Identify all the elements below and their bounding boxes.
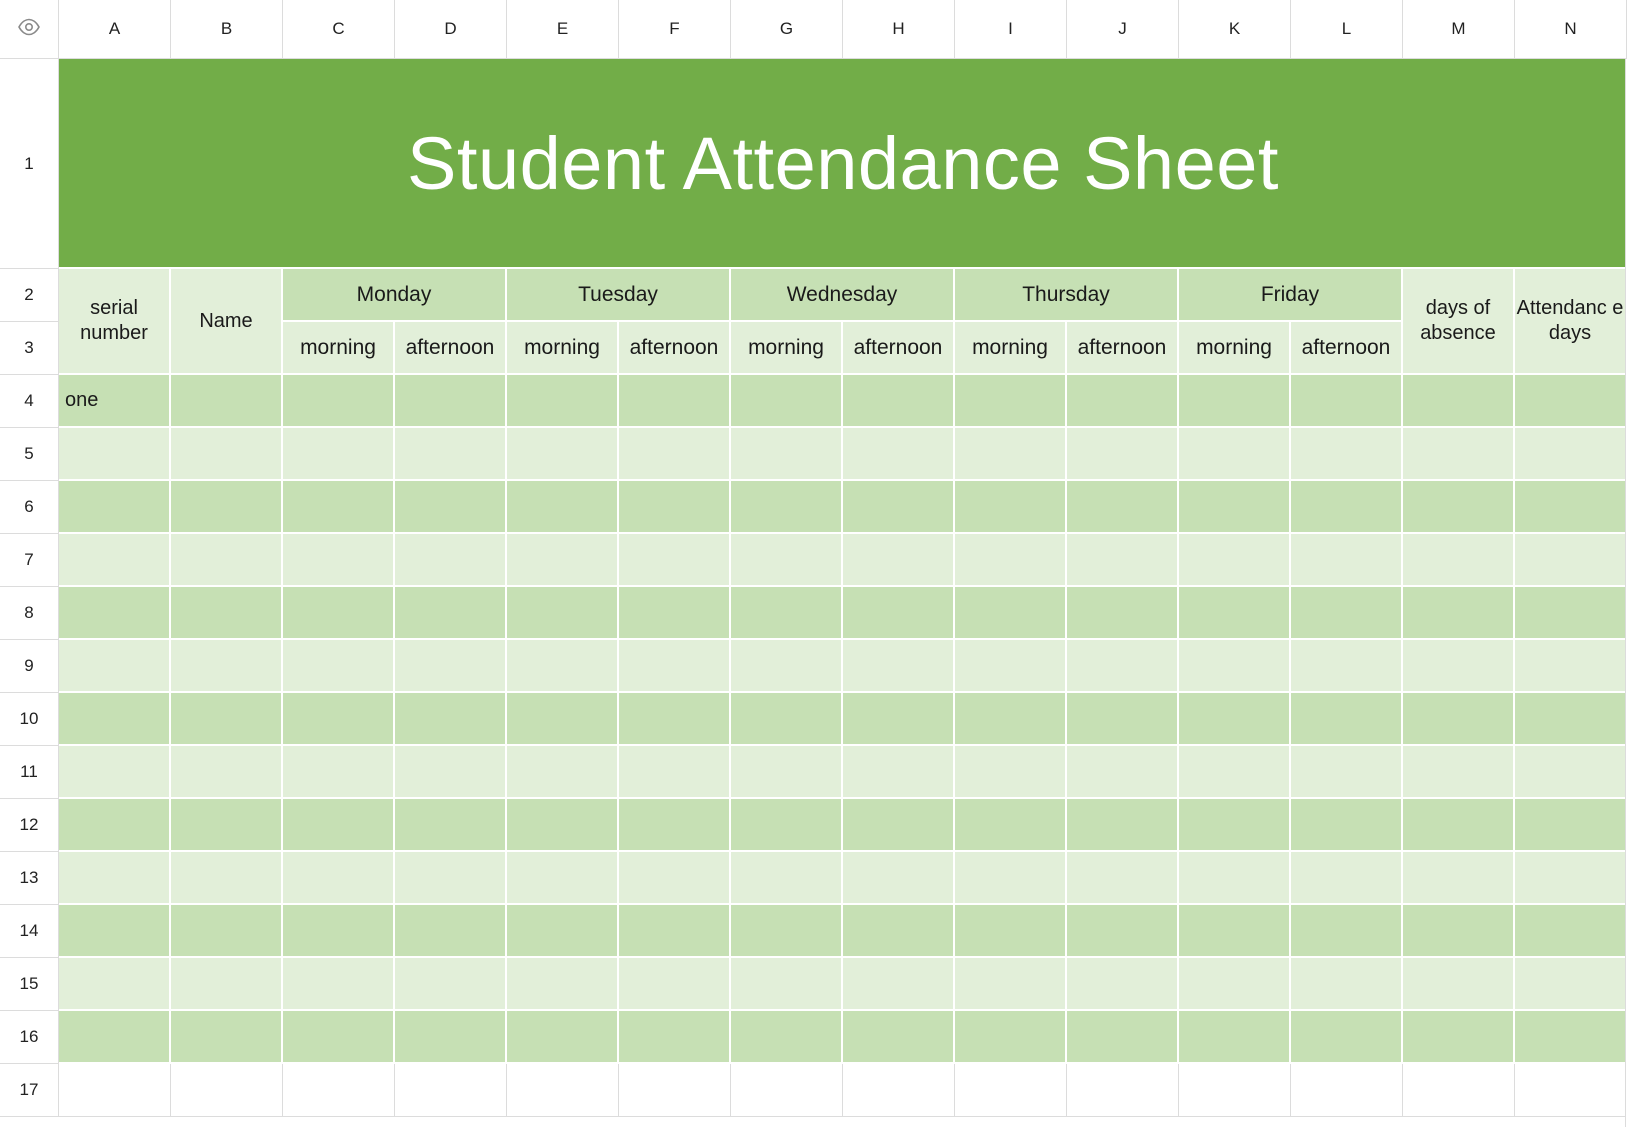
data-cell-D14[interactable] [395, 905, 507, 958]
data-cell-F17[interactable] [619, 1064, 731, 1117]
data-cell-I13[interactable] [955, 852, 1067, 905]
data-cell-L13[interactable] [1291, 852, 1403, 905]
data-cell-C8[interactable] [283, 587, 395, 640]
header-day-monday[interactable]: Monday [283, 269, 507, 322]
data-cell-J5[interactable] [1067, 428, 1179, 481]
column-header-J[interactable]: J [1067, 0, 1179, 59]
header-morning[interactable]: morning [283, 322, 395, 375]
data-cell-K10[interactable] [1179, 693, 1291, 746]
column-header-E[interactable]: E [507, 0, 619, 59]
data-cell-L11[interactable] [1291, 746, 1403, 799]
data-cell-J11[interactable] [1067, 746, 1179, 799]
data-cell-G4[interactable] [731, 375, 843, 428]
data-cell-N5[interactable] [1515, 428, 1627, 481]
column-header-N[interactable]: N [1515, 0, 1627, 59]
data-cell-H7[interactable] [843, 534, 955, 587]
data-cell-I16[interactable] [955, 1011, 1067, 1064]
data-cell-I10[interactable] [955, 693, 1067, 746]
row-header-16[interactable]: 16 [0, 1011, 59, 1064]
data-cell-L6[interactable] [1291, 481, 1403, 534]
data-cell-E11[interactable] [507, 746, 619, 799]
data-cell-F14[interactable] [619, 905, 731, 958]
data-cell-H14[interactable] [843, 905, 955, 958]
data-cell-K14[interactable] [1179, 905, 1291, 958]
column-header-C[interactable]: C [283, 0, 395, 59]
data-cell-M11[interactable] [1403, 746, 1515, 799]
row-header-12[interactable]: 12 [0, 799, 59, 852]
data-cell-D17[interactable] [395, 1064, 507, 1117]
row-header-9[interactable]: 9 [0, 640, 59, 693]
data-cell-D9[interactable] [395, 640, 507, 693]
data-cell-J8[interactable] [1067, 587, 1179, 640]
data-cell-M15[interactable] [1403, 958, 1515, 1011]
data-cell-N14[interactable] [1515, 905, 1627, 958]
data-cell-H17[interactable] [843, 1064, 955, 1117]
data-cell-N15[interactable] [1515, 958, 1627, 1011]
data-cell-M9[interactable] [1403, 640, 1515, 693]
data-cell-F5[interactable] [619, 428, 731, 481]
data-cell-D16[interactable] [395, 1011, 507, 1064]
data-cell-N10[interactable] [1515, 693, 1627, 746]
data-cell-A5[interactable] [59, 428, 171, 481]
data-cell-I8[interactable] [955, 587, 1067, 640]
header-morning[interactable]: morning [955, 322, 1067, 375]
header-attendance-days[interactable]: Attendanc e days [1515, 269, 1627, 375]
data-cell-A16[interactable] [59, 1011, 171, 1064]
data-cell-E7[interactable] [507, 534, 619, 587]
data-cell-B12[interactable] [171, 799, 283, 852]
data-cell-C16[interactable] [283, 1011, 395, 1064]
data-cell-H6[interactable] [843, 481, 955, 534]
data-cell-L7[interactable] [1291, 534, 1403, 587]
data-cell-B14[interactable] [171, 905, 283, 958]
data-cell-E14[interactable] [507, 905, 619, 958]
data-cell-K6[interactable] [1179, 481, 1291, 534]
data-cell-N13[interactable] [1515, 852, 1627, 905]
data-cell-C11[interactable] [283, 746, 395, 799]
column-header-L[interactable]: L [1291, 0, 1403, 59]
data-cell-J14[interactable] [1067, 905, 1179, 958]
data-cell-I4[interactable] [955, 375, 1067, 428]
data-cell-L10[interactable] [1291, 693, 1403, 746]
data-cell-M17[interactable] [1403, 1064, 1515, 1117]
row-header-1[interactable]: 1 [0, 59, 59, 269]
data-cell-N9[interactable] [1515, 640, 1627, 693]
row-header-4[interactable]: 4 [0, 375, 59, 428]
data-cell-C14[interactable] [283, 905, 395, 958]
sheet-right-edge [1625, 59, 1640, 1127]
data-cell-G7[interactable] [731, 534, 843, 587]
eye-icon[interactable] [17, 15, 41, 44]
data-cell-J15[interactable] [1067, 958, 1179, 1011]
row-header-7[interactable]: 7 [0, 534, 59, 587]
data-cell-L12[interactable] [1291, 799, 1403, 852]
data-cell-M12[interactable] [1403, 799, 1515, 852]
data-cell-E4[interactable] [507, 375, 619, 428]
header-name[interactable]: Name [171, 269, 283, 375]
column-header-B[interactable]: B [171, 0, 283, 59]
data-cell-M6[interactable] [1403, 481, 1515, 534]
data-cell-F6[interactable] [619, 481, 731, 534]
data-cell-G16[interactable] [731, 1011, 843, 1064]
data-cell-F10[interactable] [619, 693, 731, 746]
data-cell-J13[interactable] [1067, 852, 1179, 905]
data-cell-J17[interactable] [1067, 1064, 1179, 1117]
data-cell-H5[interactable] [843, 428, 955, 481]
data-cell-J12[interactable] [1067, 799, 1179, 852]
data-cell-N6[interactable] [1515, 481, 1627, 534]
data-cell-F4[interactable] [619, 375, 731, 428]
data-cell-G12[interactable] [731, 799, 843, 852]
column-header-F[interactable]: F [619, 0, 731, 59]
data-cell-G9[interactable] [731, 640, 843, 693]
data-cell-A11[interactable] [59, 746, 171, 799]
data-cell-C9[interactable] [283, 640, 395, 693]
data-cell-I11[interactable] [955, 746, 1067, 799]
data-cell-L17[interactable] [1291, 1064, 1403, 1117]
data-cell-B15[interactable] [171, 958, 283, 1011]
data-cell-L9[interactable] [1291, 640, 1403, 693]
data-cell-B5[interactable] [171, 428, 283, 481]
data-cell-I7[interactable] [955, 534, 1067, 587]
data-cell-M14[interactable] [1403, 905, 1515, 958]
data-cell-L15[interactable] [1291, 958, 1403, 1011]
data-cell-K4[interactable] [1179, 375, 1291, 428]
data-cell-F11[interactable] [619, 746, 731, 799]
data-cell-A6[interactable] [59, 481, 171, 534]
data-cell-C13[interactable] [283, 852, 395, 905]
data-cell-L14[interactable] [1291, 905, 1403, 958]
row-header-14[interactable]: 14 [0, 905, 59, 958]
data-cell-K13[interactable] [1179, 852, 1291, 905]
data-cell-D15[interactable] [395, 958, 507, 1011]
data-cell-L4[interactable] [1291, 375, 1403, 428]
data-cell-B6[interactable] [171, 481, 283, 534]
data-cell-I5[interactable] [955, 428, 1067, 481]
data-cell-E9[interactable] [507, 640, 619, 693]
data-cell-G8[interactable] [731, 587, 843, 640]
data-cell-A8[interactable] [59, 587, 171, 640]
data-cell-G17[interactable] [731, 1064, 843, 1117]
data-cell-A12[interactable] [59, 799, 171, 852]
header-afternoon[interactable]: afternoon [619, 322, 731, 375]
data-cell-B7[interactable] [171, 534, 283, 587]
data-cell-N7[interactable] [1515, 534, 1627, 587]
header-day-thursday[interactable]: Thursday [955, 269, 1179, 322]
header-day-tuesday[interactable]: Tuesday [507, 269, 731, 322]
data-cell-L16[interactable] [1291, 1011, 1403, 1064]
data-cell-E16[interactable] [507, 1011, 619, 1064]
column-header-D[interactable]: D [395, 0, 507, 59]
data-cell-D8[interactable] [395, 587, 507, 640]
data-cell-E15[interactable] [507, 958, 619, 1011]
data-cell-J6[interactable] [1067, 481, 1179, 534]
row-header-3[interactable]: 3 [0, 322, 59, 375]
data-cell-K16[interactable] [1179, 1011, 1291, 1064]
data-cell-G5[interactable] [731, 428, 843, 481]
data-cell-I6[interactable] [955, 481, 1067, 534]
row-header-8[interactable]: 8 [0, 587, 59, 640]
data-cell-D4[interactable] [395, 375, 507, 428]
data-cell-J16[interactable] [1067, 1011, 1179, 1064]
header-days-of-absence[interactable]: days of absence [1403, 269, 1515, 375]
data-cell-A10[interactable] [59, 693, 171, 746]
row-header-6[interactable]: 6 [0, 481, 59, 534]
data-cell-B4[interactable] [171, 375, 283, 428]
header-morning[interactable]: morning [507, 322, 619, 375]
data-cell-D13[interactable] [395, 852, 507, 905]
data-cell-F7[interactable] [619, 534, 731, 587]
data-cell-H10[interactable] [843, 693, 955, 746]
data-cell-B10[interactable] [171, 693, 283, 746]
data-cell-B13[interactable] [171, 852, 283, 905]
data-cell-E6[interactable] [507, 481, 619, 534]
data-cell-M13[interactable] [1403, 852, 1515, 905]
data-cell-E12[interactable] [507, 799, 619, 852]
data-cell-H15[interactable] [843, 958, 955, 1011]
header-day-friday[interactable]: Friday [1179, 269, 1403, 322]
data-cell-C7[interactable] [283, 534, 395, 587]
data-cell-C12[interactable] [283, 799, 395, 852]
data-cell-H13[interactable] [843, 852, 955, 905]
data-cell-A17[interactable] [59, 1064, 171, 1117]
data-cell-B8[interactable] [171, 587, 283, 640]
header-serial-number[interactable]: serial number [59, 269, 171, 375]
data-cell-C17[interactable] [283, 1064, 395, 1117]
data-cell-E10[interactable] [507, 693, 619, 746]
data-cell-L5[interactable] [1291, 428, 1403, 481]
data-cell-I9[interactable] [955, 640, 1067, 693]
data-cell-M7[interactable] [1403, 534, 1515, 587]
data-cell-G10[interactable] [731, 693, 843, 746]
data-cell-G14[interactable] [731, 905, 843, 958]
data-cell-H11[interactable] [843, 746, 955, 799]
data-cell-N17[interactable] [1515, 1064, 1627, 1117]
header-afternoon[interactable]: afternoon [395, 322, 507, 375]
data-cell-C5[interactable] [283, 428, 395, 481]
data-cell-C6[interactable] [283, 481, 395, 534]
data-cell-I15[interactable] [955, 958, 1067, 1011]
data-cell-N8[interactable] [1515, 587, 1627, 640]
data-cell-B11[interactable] [171, 746, 283, 799]
column-header-M[interactable]: M [1403, 0, 1515, 59]
data-cell-G13[interactable] [731, 852, 843, 905]
data-cell-M16[interactable] [1403, 1011, 1515, 1064]
data-cell-K12[interactable] [1179, 799, 1291, 852]
data-cell-A4[interactable]: one [59, 375, 171, 428]
data-cell-D5[interactable] [395, 428, 507, 481]
header-morning[interactable]: morning [1179, 322, 1291, 375]
data-cell-K11[interactable] [1179, 746, 1291, 799]
data-cell-F12[interactable] [619, 799, 731, 852]
data-cell-J9[interactable] [1067, 640, 1179, 693]
data-cell-D12[interactable] [395, 799, 507, 852]
row-header-11[interactable]: 11 [0, 746, 59, 799]
data-cell-K17[interactable] [1179, 1064, 1291, 1117]
data-cell-K5[interactable] [1179, 428, 1291, 481]
data-cell-M10[interactable] [1403, 693, 1515, 746]
data-cell-F8[interactable] [619, 587, 731, 640]
data-cell-A15[interactable] [59, 958, 171, 1011]
data-cell-F15[interactable] [619, 958, 731, 1011]
data-cell-E8[interactable] [507, 587, 619, 640]
data-cell-H8[interactable] [843, 587, 955, 640]
row-header-15[interactable]: 15 [0, 958, 59, 1011]
data-cell-B16[interactable] [171, 1011, 283, 1064]
row-header-5[interactable]: 5 [0, 428, 59, 481]
header-afternoon[interactable]: afternoon [1291, 322, 1403, 375]
header-day-wednesday[interactable]: Wednesday [731, 269, 955, 322]
header-afternoon[interactable]: afternoon [1067, 322, 1179, 375]
data-cell-H12[interactable] [843, 799, 955, 852]
header-morning[interactable]: morning [731, 322, 843, 375]
data-cell-B9[interactable] [171, 640, 283, 693]
data-cell-J10[interactable] [1067, 693, 1179, 746]
data-cell-I17[interactable] [955, 1064, 1067, 1117]
data-cell-F13[interactable] [619, 852, 731, 905]
row-header-10[interactable]: 10 [0, 693, 59, 746]
data-cell-J7[interactable] [1067, 534, 1179, 587]
column-header-G[interactable]: G [731, 0, 843, 59]
data-cell-A9[interactable] [59, 640, 171, 693]
data-cell-A7[interactable] [59, 534, 171, 587]
data-cell-B17[interactable] [171, 1064, 283, 1117]
data-cell-A13[interactable] [59, 852, 171, 905]
data-cell-F9[interactable] [619, 640, 731, 693]
data-cell-D7[interactable] [395, 534, 507, 587]
column-header-H[interactable]: H [843, 0, 955, 59]
data-cell-H4[interactable] [843, 375, 955, 428]
data-cell-N16[interactable] [1515, 1011, 1627, 1064]
data-cell-F16[interactable] [619, 1011, 731, 1064]
data-cell-N4[interactable] [1515, 375, 1627, 428]
data-cell-M8[interactable] [1403, 587, 1515, 640]
data-cell-M4[interactable] [1403, 375, 1515, 428]
data-cell-K8[interactable] [1179, 587, 1291, 640]
data-cell-I14[interactable] [955, 905, 1067, 958]
select-all-corner[interactable] [0, 0, 59, 59]
row-header-2[interactable]: 2 [0, 269, 59, 322]
data-cell-A14[interactable] [59, 905, 171, 958]
data-cell-L8[interactable] [1291, 587, 1403, 640]
data-cell-K9[interactable] [1179, 640, 1291, 693]
data-cell-H16[interactable] [843, 1011, 955, 1064]
data-cell-E5[interactable] [507, 428, 619, 481]
data-cell-J4[interactable] [1067, 375, 1179, 428]
data-cell-C4[interactable] [283, 375, 395, 428]
data-cell-G11[interactable] [731, 746, 843, 799]
data-cell-G15[interactable] [731, 958, 843, 1011]
data-cell-E17[interactable] [507, 1064, 619, 1117]
row-header-17[interactable]: 17 [0, 1064, 59, 1117]
data-cell-E13[interactable] [507, 852, 619, 905]
data-cell-C10[interactable] [283, 693, 395, 746]
column-header-K[interactable]: K [1179, 0, 1291, 59]
data-cell-N11[interactable] [1515, 746, 1627, 799]
header-afternoon[interactable]: afternoon [843, 322, 955, 375]
data-cell-K15[interactable] [1179, 958, 1291, 1011]
sheet-title[interactable]: Student Attendance Sheet [59, 59, 1627, 269]
data-cell-D11[interactable] [395, 746, 507, 799]
data-cell-C15[interactable] [283, 958, 395, 1011]
data-cell-I12[interactable] [955, 799, 1067, 852]
row-header-13[interactable]: 13 [0, 852, 59, 905]
data-cell-D10[interactable] [395, 693, 507, 746]
data-cell-K7[interactable] [1179, 534, 1291, 587]
data-cell-H9[interactable] [843, 640, 955, 693]
data-cell-M5[interactable] [1403, 428, 1515, 481]
data-cell-D6[interactable] [395, 481, 507, 534]
column-header-I[interactable]: I [955, 0, 1067, 59]
column-header-A[interactable]: A [59, 0, 171, 59]
data-cell-N12[interactable] [1515, 799, 1627, 852]
data-cell-G6[interactable] [731, 481, 843, 534]
